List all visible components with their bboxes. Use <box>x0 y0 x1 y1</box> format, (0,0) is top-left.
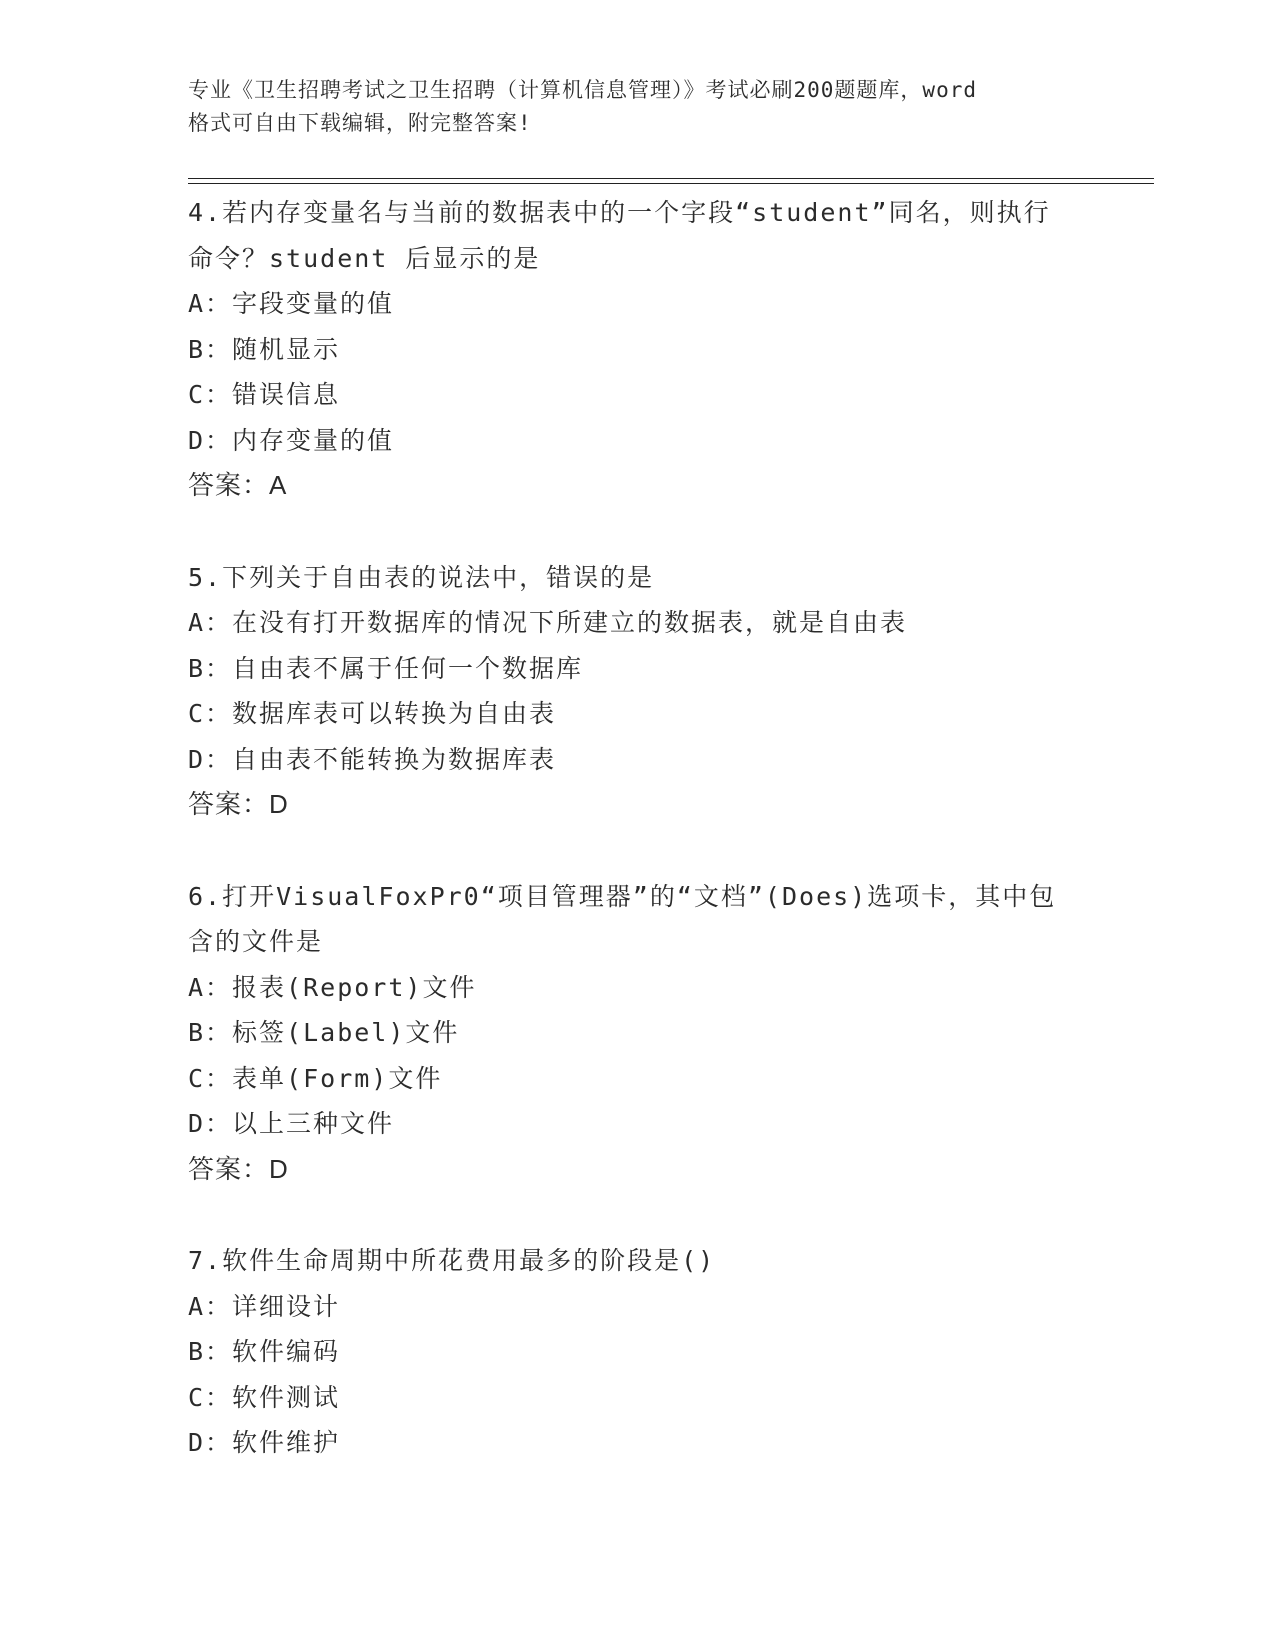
option-d: D：以上三种文件 <box>188 1109 395 1138</box>
option-d: D：软件维护 <box>188 1428 341 1457</box>
option-a: A：详细设计 <box>188 1291 341 1321</box>
question-stem: 7.软件生命周期中所花费用最多的阶段是() <box>188 1246 716 1275</box>
document-header <box>188 74 1088 140</box>
option-b: B：随机显示 <box>188 334 341 364</box>
question-item <box>188 1238 1108 1466</box>
question-item <box>188 874 1108 1193</box>
question-list <box>188 190 1108 1512</box>
option-c: C：软件测试 <box>188 1382 341 1412</box>
header-divider-top <box>188 178 1154 179</box>
header-divider-bottom <box>188 183 1154 184</box>
option-b: B：软件编码 <box>188 1337 341 1366</box>
option-a: A：字段变量的值 <box>188 289 395 318</box>
question-stem: 5.下列关于自由表的说法中，错误的是 <box>188 562 655 592</box>
option-d: D：自由表不能转换为数据库表 <box>188 744 557 774</box>
answer-line: 答案：D <box>188 1153 289 1184</box>
question-stem: 4.若内存变量名与当前的数据表中的一个字段“student”同名，则执行命令？student 后显示的是 <box>188 198 1051 273</box>
option-a: A：报表(Report)文件 <box>188 972 477 1002</box>
option-b: B：自由表不属于任何一个数据库 <box>188 653 584 683</box>
option-c: C：错误信息 <box>188 380 341 409</box>
option-b: B：标签(Label)文件 <box>188 1018 460 1047</box>
option-c: C：表单(Form)文件 <box>188 1063 443 1093</box>
answer-line: 答案：D <box>188 789 289 819</box>
answer-line: 答案：A <box>188 470 288 500</box>
option-a: A：在没有打开数据库的情况下所建立的数据表，就是自由表 <box>188 608 908 637</box>
question-stem: 6.打开VisualFoxPr0“项目管理器”的“文档”(Does)选项卡，其中包含的文件是 <box>188 881 1057 956</box>
option-c: C：数据库表可以转换为自由表 <box>188 699 557 728</box>
option-d: D：内存变量的值 <box>188 425 395 455</box>
question-item <box>188 555 1108 828</box>
header-line-2: 格式可自由下载编辑，附完整答案! <box>188 111 532 135</box>
question-item <box>188 190 1108 509</box>
header-line-1: 专业《卫生招聘考试之卫生招聘（计算机信息管理）》考试必刷200题题库，word <box>188 78 977 102</box>
